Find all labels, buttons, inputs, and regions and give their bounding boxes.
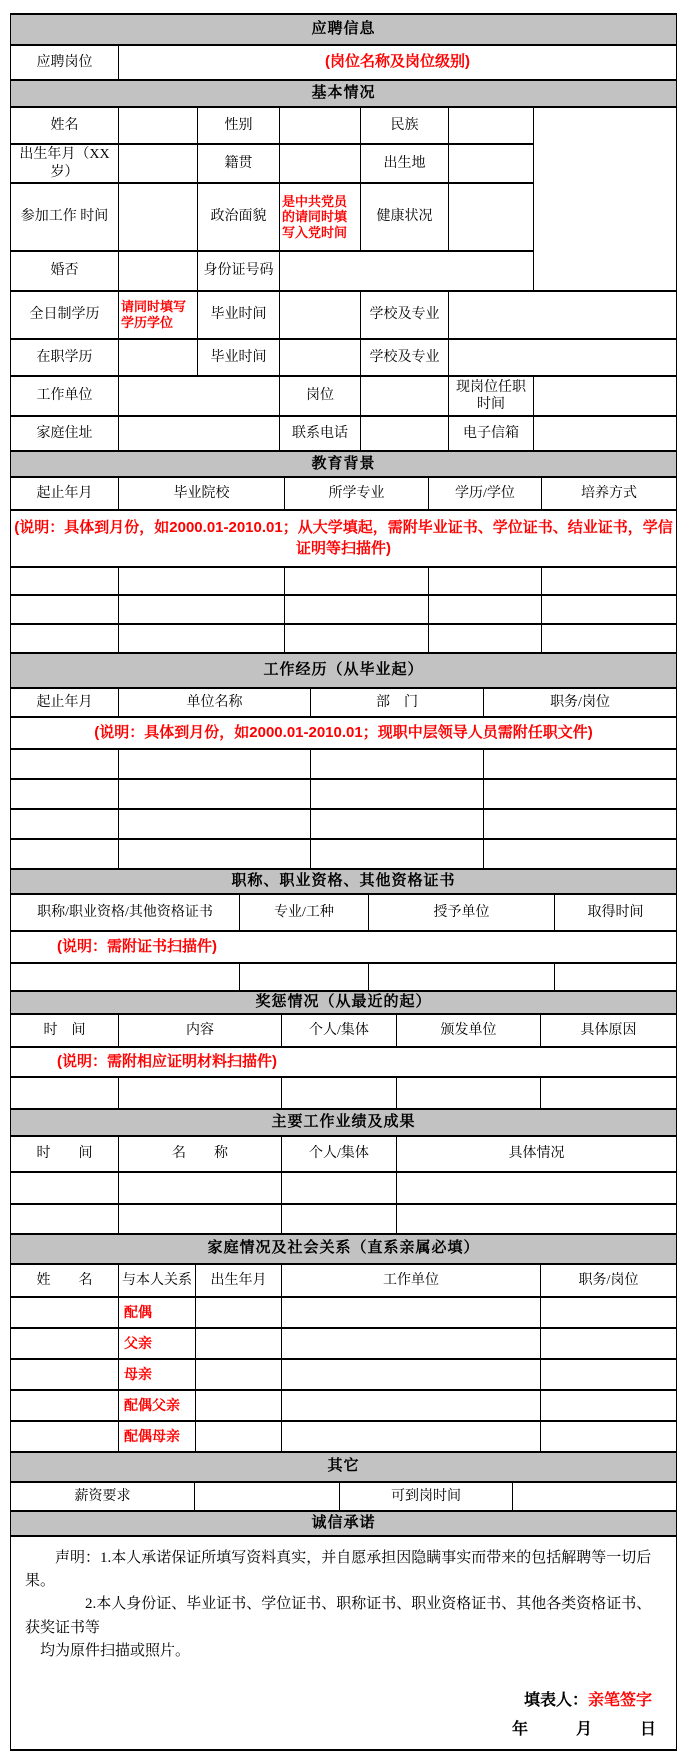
achievements-table	[10, 1108, 677, 1235]
empty-cell[interactable]	[285, 567, 429, 595]
declaration-line-2: 2.本人身份证、毕业证书、学位证书、职称证书、职业资格证书、其他各类资格证书、获奖证书等	[25, 1596, 652, 1636]
section-header-certificates: 职称、职业资格、其他资格证书	[11, 869, 677, 894]
birth-label: 出生年月（XX岁）	[11, 144, 119, 183]
relation-spouse: 配偶	[119, 1297, 196, 1328]
ach-col-detail: 具体情况	[397, 1136, 677, 1172]
date-line[interactable]: 年 月 日	[511, 1720, 656, 1738]
work-col-title: 职务/岗位	[484, 688, 677, 717]
work-col-period: 起止年月	[11, 688, 119, 717]
section-header-rewards: 奖惩情况（从最近的起）	[11, 991, 677, 1014]
empty-cell[interactable]	[429, 595, 542, 624]
empty-cell[interactable]	[282, 1328, 541, 1359]
table-row	[11, 717, 677, 749]
table-row	[11, 510, 677, 567]
native-place-input[interactable]	[280, 144, 361, 183]
empty-cell[interactable]	[119, 809, 311, 839]
ach-col-time: 时 间	[11, 1136, 119, 1172]
empty-cell[interactable]	[11, 839, 119, 869]
empty-cell[interactable]	[240, 963, 369, 991]
table-row	[11, 749, 677, 779]
salary-input[interactable]	[195, 1482, 340, 1511]
table-row	[11, 1172, 677, 1204]
table-row	[11, 1359, 677, 1390]
empty-cell[interactable]	[429, 567, 542, 595]
table-row	[11, 477, 677, 510]
onjob-edu-input[interactable]	[119, 339, 198, 376]
ach-col-scope: 个人/集体	[282, 1136, 397, 1172]
empty-cell[interactable]	[11, 1297, 119, 1328]
empty-cell[interactable]	[196, 1390, 282, 1421]
empty-cell[interactable]	[119, 779, 311, 809]
email-input[interactable]	[534, 416, 677, 451]
declaration-line-1: 声明：1.本人承诺保证所填写资料真实，并自愿承担因隐瞒事实而带来的包括解聘等一切后果。	[25, 1549, 652, 1589]
family-table	[10, 1233, 677, 1453]
section-header-family: 家庭情况及社会关系（直系亲属必填）	[11, 1234, 677, 1264]
grad-time2-label: 毕业时间	[198, 339, 280, 376]
empty-cell[interactable]	[541, 1359, 677, 1390]
table-row	[11, 779, 677, 809]
fulltime-edu-hint[interactable]: 请同时填写学历学位	[119, 291, 198, 339]
education-note: (说明：具体到月份，如2000.01-2010.01；从大学填起，需附毕业证书、学位证书、结业证书，学信证明等扫描件)	[11, 510, 677, 567]
work-experience-table	[10, 652, 677, 870]
table-row	[11, 839, 677, 869]
gender-label: 性别	[198, 107, 280, 144]
empty-cell[interactable]	[11, 1390, 119, 1421]
apply-position-input[interactable]: (岗位名称及岗位级别)	[119, 45, 677, 80]
table-row	[11, 1014, 677, 1047]
empty-cell[interactable]	[119, 595, 285, 624]
health-input[interactable]	[449, 183, 534, 251]
rewards-table	[10, 990, 677, 1110]
empty-cell[interactable]	[282, 1390, 541, 1421]
salary-label: 薪资要求	[11, 1482, 195, 1511]
empty-cell[interactable]	[484, 809, 677, 839]
work-col-unit: 单位名称	[119, 688, 311, 717]
empty-cell[interactable]	[119, 1172, 282, 1204]
empty-cell[interactable]	[542, 624, 677, 653]
family-col-relation: 与本人关系	[119, 1264, 196, 1297]
id-number-label: 身份证号码	[198, 251, 280, 291]
photo-box	[534, 107, 677, 291]
grad-time2-input[interactable]	[280, 339, 361, 376]
table-row	[11, 567, 677, 595]
empty-cell[interactable]	[11, 963, 240, 991]
empty-cell[interactable]	[196, 1359, 282, 1390]
table-row	[11, 1136, 677, 1172]
school-major2-input[interactable]	[449, 339, 677, 376]
empty-cell[interactable]	[311, 809, 484, 839]
empty-cell[interactable]	[282, 1421, 541, 1452]
empty-cell[interactable]	[11, 595, 119, 624]
table-row	[11, 1536, 677, 1750]
rewards-note: (说明：需附相应证明材料扫描件)	[11, 1047, 677, 1077]
empty-cell[interactable]	[311, 749, 484, 779]
empty-cell[interactable]	[541, 1421, 677, 1452]
school-major2-label: 学校及专业	[361, 339, 449, 376]
table-row	[11, 45, 677, 80]
empty-cell[interactable]	[282, 1204, 397, 1234]
education-table	[10, 450, 677, 654]
empty-cell[interactable]	[282, 1172, 397, 1204]
id-number-input[interactable]	[280, 251, 534, 291]
integrity-table	[10, 1510, 677, 1751]
ethnicity-input[interactable]	[449, 107, 534, 144]
current-tenure-label: 现岗位任职时间	[449, 376, 534, 416]
name-input[interactable]	[119, 107, 198, 144]
empty-cell[interactable]	[119, 567, 285, 595]
empty-cell[interactable]	[119, 624, 285, 653]
family-col-unit: 工作单位	[282, 1264, 541, 1297]
empty-cell[interactable]	[282, 1297, 541, 1328]
grad-time-label: 毕业时间	[198, 291, 280, 339]
relation-mother: 母亲	[119, 1359, 196, 1390]
certificates-table	[10, 868, 677, 992]
other-table	[10, 1451, 677, 1512]
name-label: 姓名	[11, 107, 119, 144]
empty-cell[interactable]	[119, 749, 311, 779]
family-col-name: 姓 名	[11, 1264, 119, 1297]
section-header-integrity: 诚信承诺	[11, 1511, 677, 1536]
edu-col-degree: 学历/学位	[429, 477, 542, 510]
empty-cell[interactable]	[484, 779, 677, 809]
political-label: 政治面貌	[198, 183, 280, 251]
phone-input[interactable]	[361, 416, 449, 451]
declaration-line-3: 均为原件扫描或照片。	[40, 1642, 191, 1659]
empty-cell[interactable]	[542, 595, 677, 624]
empty-cell[interactable]	[541, 1328, 677, 1359]
marital-label: 婚否	[11, 251, 119, 291]
party-date-hint[interactable]: 是中共党员的请同时填写入党时间	[280, 183, 361, 251]
certificates-note: (说明：需附证书扫描件)	[11, 931, 677, 963]
empty-cell[interactable]	[541, 1297, 677, 1328]
empty-cell[interactable]	[369, 963, 555, 991]
relation-spouse-mother: 配偶母亲	[119, 1421, 196, 1452]
empty-cell[interactable]	[541, 1390, 677, 1421]
basic-info-table	[10, 13, 677, 452]
table-row	[11, 451, 677, 477]
table-row	[11, 1264, 677, 1297]
position-input[interactable]	[361, 376, 449, 416]
work-unit-label: 工作单位	[11, 376, 119, 416]
onjob-edu-label: 在职学历	[11, 339, 119, 376]
work-unit-input[interactable]	[119, 376, 280, 416]
edu-col-school: 毕业院校	[119, 477, 285, 510]
work-col-dept: 部 门	[311, 688, 484, 717]
table-row	[11, 339, 677, 376]
table-row	[11, 624, 677, 653]
section-header-application: 应聘信息	[11, 14, 677, 45]
fulltime-edu-label: 全日制学历	[11, 291, 119, 339]
family-col-title: 职务/岗位	[541, 1264, 677, 1297]
integrity-declaration	[11, 1536, 677, 1750]
table-row	[11, 1077, 677, 1109]
relation-spouse-father: 配偶父亲	[119, 1390, 196, 1421]
section-header-education: 教育背景	[11, 451, 677, 477]
edu-col-period: 起止年月	[11, 477, 119, 510]
empty-cell[interactable]	[119, 839, 311, 869]
empty-cell[interactable]	[119, 1077, 282, 1109]
table-row	[11, 1452, 677, 1482]
address-label: 家庭住址	[11, 416, 119, 451]
grad-time-input[interactable]	[280, 291, 361, 339]
cert-col-trade: 专业/工种	[240, 894, 369, 931]
empty-cell[interactable]	[11, 779, 119, 809]
empty-cell[interactable]	[196, 1421, 282, 1452]
empty-cell[interactable]	[285, 624, 429, 653]
ethnicity-label: 民族	[361, 107, 449, 144]
empty-cell[interactable]	[484, 749, 677, 779]
empty-cell[interactable]	[11, 1204, 119, 1234]
empty-cell[interactable]	[397, 1172, 677, 1204]
table-row	[11, 416, 677, 451]
table-row	[11, 1390, 677, 1421]
empty-cell[interactable]	[311, 839, 484, 869]
empty-cell[interactable]	[11, 1359, 119, 1390]
empty-cell[interactable]	[397, 1204, 677, 1234]
table-row	[11, 1297, 677, 1328]
table-row	[11, 869, 677, 894]
empty-cell[interactable]	[11, 809, 119, 839]
empty-cell[interactable]	[555, 963, 677, 991]
address-input[interactable]	[119, 416, 280, 451]
empty-cell[interactable]	[196, 1328, 282, 1359]
email-label: 电子信箱	[449, 416, 534, 451]
gender-input[interactable]	[280, 107, 361, 144]
empty-cell[interactable]	[311, 779, 484, 809]
apply-position-label: 应聘岗位	[11, 45, 119, 80]
empty-cell[interactable]	[11, 567, 119, 595]
empty-cell[interactable]	[11, 1172, 119, 1204]
health-label: 健康状况	[361, 183, 449, 251]
reward-col-time: 时 间	[11, 1014, 119, 1047]
table-row	[11, 1234, 677, 1264]
empty-cell[interactable]	[484, 839, 677, 869]
edu-col-mode: 培养方式	[542, 477, 677, 510]
empty-cell[interactable]	[119, 1204, 282, 1234]
current-tenure-input[interactable]	[534, 376, 677, 416]
empty-cell[interactable]	[429, 624, 542, 653]
empty-cell[interactable]	[285, 595, 429, 624]
table-row	[11, 14, 677, 45]
position-label: 岗位	[280, 376, 361, 416]
work-start-input[interactable]	[119, 183, 198, 251]
table-row	[11, 991, 677, 1014]
work-note: (说明：具体到月份，如2000.01-2010.01；现职中层领导人员需附任职文件)	[11, 717, 677, 749]
table-row	[11, 1421, 677, 1452]
signature-input[interactable]: 亲笔签字	[587, 1692, 652, 1709]
empty-cell[interactable]	[11, 1077, 119, 1109]
native-place-label: 籍贯	[198, 144, 280, 183]
table-row	[11, 80, 677, 107]
cert-col-date: 取得时间	[555, 894, 677, 931]
table-row	[11, 688, 677, 717]
section-header-basic: 基本情况	[11, 80, 677, 107]
family-col-birth: 出生年月	[196, 1264, 282, 1297]
empty-cell[interactable]	[196, 1297, 282, 1328]
cert-col-issuer: 授予单位	[369, 894, 555, 931]
section-header-achievements: 主要工作业绩及成果	[11, 1109, 677, 1136]
empty-cell[interactable]	[11, 749, 119, 779]
table-row	[11, 376, 677, 416]
reward-col-content: 内容	[119, 1014, 282, 1047]
ach-col-name: 名 称	[119, 1136, 282, 1172]
birthplace-input[interactable]	[449, 144, 534, 183]
table-row	[11, 1511, 677, 1536]
school-major-label: 学校及专业	[361, 291, 449, 339]
table-row	[11, 595, 677, 624]
reward-col-issuer: 颁发单位	[397, 1014, 541, 1047]
empty-cell[interactable]	[542, 567, 677, 595]
reward-col-scope: 个人/集体	[282, 1014, 397, 1047]
signature-line	[25, 1689, 662, 1714]
edu-col-major: 所学专业	[285, 477, 429, 510]
table-row	[11, 1109, 677, 1136]
school-major-input[interactable]	[449, 291, 677, 339]
table-row	[11, 291, 677, 339]
empty-cell[interactable]	[397, 1077, 541, 1109]
empty-cell[interactable]	[282, 1077, 397, 1109]
relation-father: 父亲	[119, 1328, 196, 1359]
onboard-label: 可到岗时间	[340, 1482, 513, 1511]
empty-cell[interactable]	[11, 624, 119, 653]
reward-col-reason: 具体原因	[541, 1014, 677, 1047]
table-row	[11, 931, 677, 963]
birthplace-label: 出生地	[361, 144, 449, 183]
section-header-other: 其它	[11, 1452, 677, 1482]
empty-cell[interactable]	[541, 1077, 677, 1109]
table-row	[11, 1204, 677, 1234]
marital-input[interactable]	[119, 251, 198, 291]
table-row	[11, 1482, 677, 1511]
table-row	[11, 653, 677, 688]
table-row	[11, 894, 677, 931]
onboard-input[interactable]	[513, 1482, 677, 1511]
table-row	[11, 809, 677, 839]
table-row	[11, 107, 677, 144]
empty-cell[interactable]	[282, 1359, 541, 1390]
table-row	[11, 963, 677, 991]
phone-label: 联系电话	[280, 416, 361, 451]
table-row	[11, 1047, 677, 1077]
empty-cell[interactable]	[11, 1328, 119, 1359]
empty-cell[interactable]	[11, 1421, 119, 1452]
section-header-work: 工作经历（从毕业起）	[11, 653, 677, 688]
work-start-label: 参加工作 时间	[11, 183, 119, 251]
cert-col-name: 职称/职业资格/其他资格证书	[11, 894, 240, 931]
signer-label: 填表人：	[523, 1692, 588, 1709]
table-row	[11, 1328, 677, 1359]
birth-input[interactable]	[119, 144, 198, 183]
